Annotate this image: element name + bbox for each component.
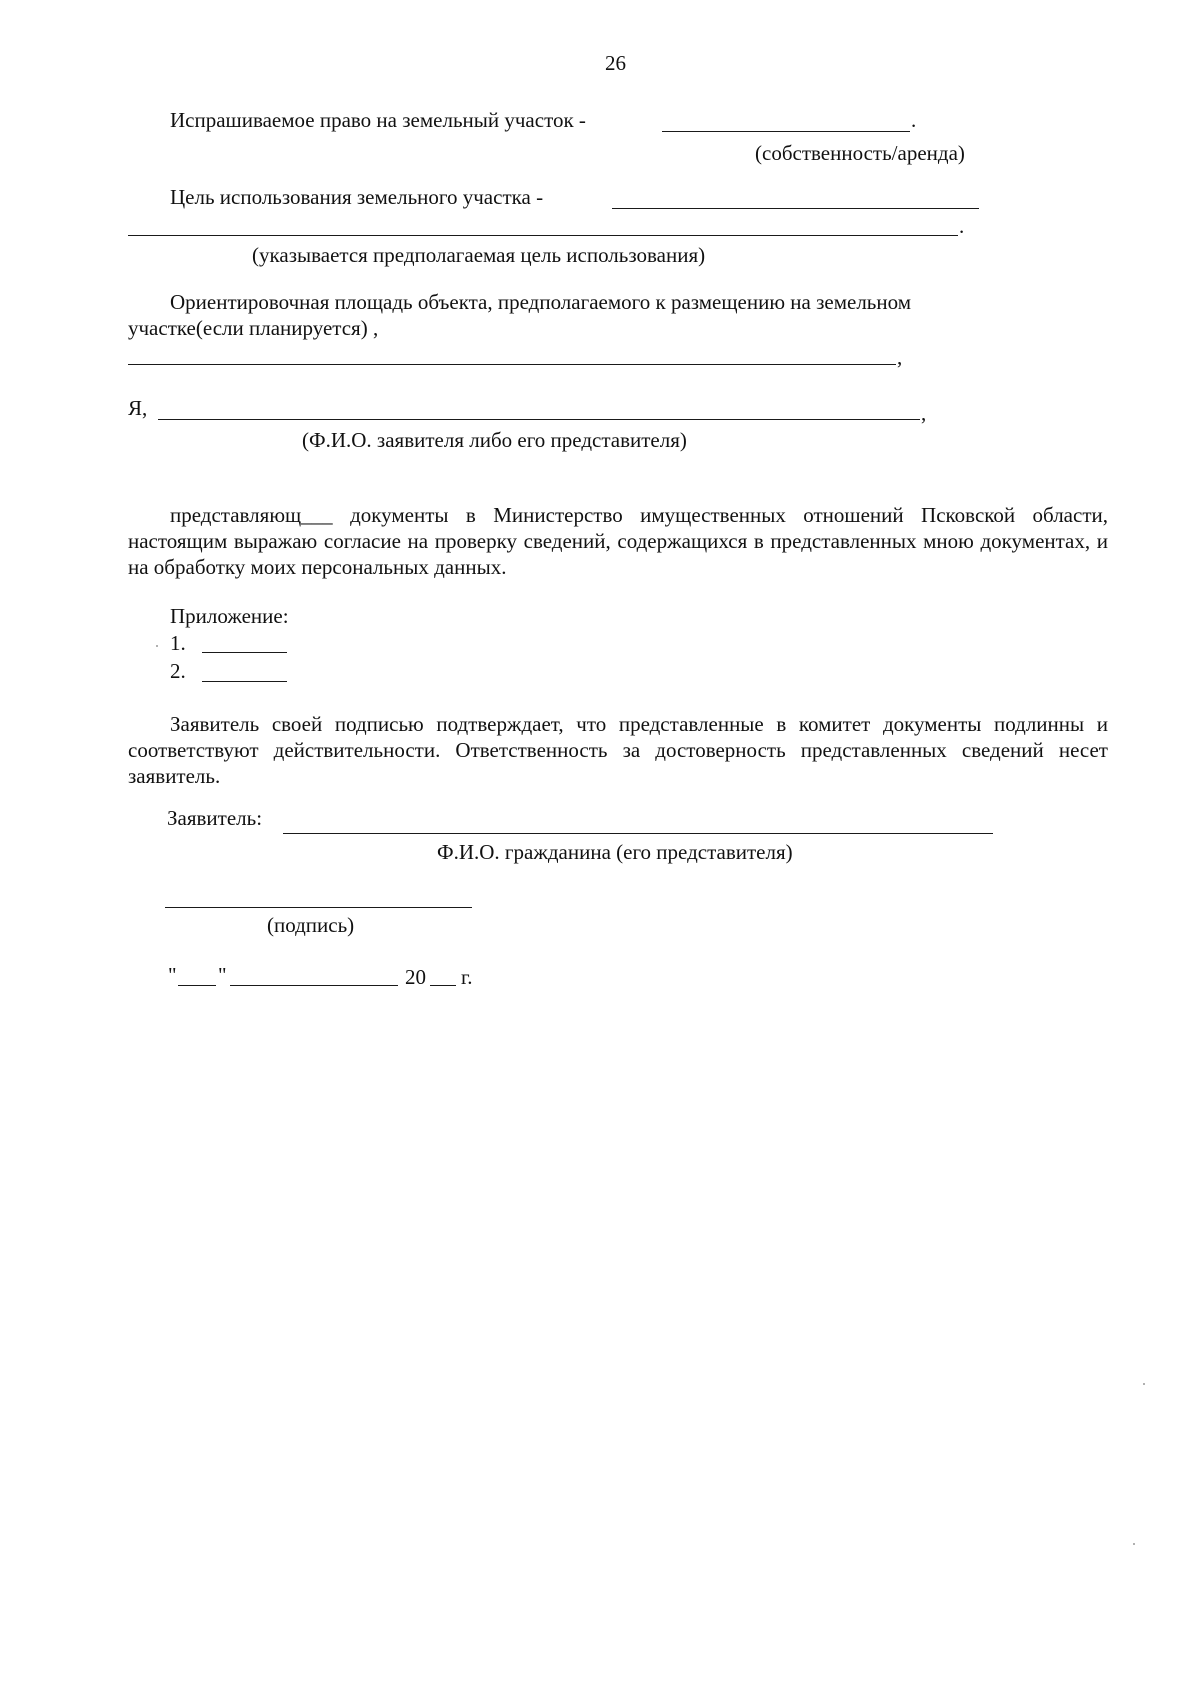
date-day-field[interactable] [178, 985, 216, 986]
area-end: , [897, 345, 903, 369]
purpose-label: Цель использования земельного участка - [170, 185, 544, 209]
attachment-item-2-label: 2. [170, 659, 186, 683]
area-field[interactable] [128, 364, 896, 365]
right-requested-label: Испрашиваемое право на земельный участок - [170, 108, 586, 132]
applicant-hint: Ф.И.О. гражданина (его представителя) [437, 840, 793, 864]
applicant-name-field[interactable] [158, 419, 920, 420]
date-year-field[interactable] [430, 985, 456, 986]
area-text-line1: Ориентировочная площадь объекта, предполагаемого к размещению на земельном [170, 290, 911, 314]
applicant-field[interactable] [283, 833, 993, 834]
confirmation-text: Заявитель своей подписью подтверждает, что представленные в комитет документы подлинны и соответствуют действительности. Ответственность за достоверность представленных сведений несет заявитель. [128, 712, 1108, 788]
scan-speck [1143, 1383, 1145, 1385]
attachment-item-1-field[interactable] [202, 652, 287, 653]
area-text-line2: участке(если планируется) , [128, 316, 379, 340]
applicant-label: Заявитель: [167, 806, 263, 830]
right-requested-hint: (собственность/аренда) [755, 141, 965, 165]
consent-text: представляющ___ документы в Министерство имущественных отношений Псковской области, настоящим выражаю согласие на проверку сведений, содержащихся в представленных мною документах, и на обработку моих персональных данных. [128, 503, 1108, 579]
date-quote-open: " [168, 963, 177, 987]
attachment-item-1-label: 1. [170, 631, 186, 655]
page-number: 26 [605, 51, 626, 75]
purpose-field-line1[interactable] [612, 208, 979, 209]
purpose-field-line2[interactable] [128, 235, 958, 236]
scan-speck [156, 645, 158, 647]
consent-paragraph [128, 502, 1108, 580]
applicant-name-end: , [921, 401, 927, 425]
attachments-title: Приложение: [170, 604, 289, 628]
date-month-field[interactable] [230, 985, 398, 986]
scan-speck [1133, 1543, 1135, 1545]
right-requested-field[interactable] [662, 131, 910, 132]
signature-field[interactable] [165, 907, 472, 908]
purpose-end: . [959, 214, 965, 238]
signature-hint: (подпись) [267, 913, 355, 937]
confirmation-paragraph [128, 711, 1108, 789]
applicant-name-hint: (Ф.И.О. заявителя либо его представителя) [302, 428, 687, 452]
date-year-suffix: г. [461, 965, 473, 989]
purpose-hint: (указывается предполагаемая цель использования) [252, 243, 706, 267]
date-quote-close: " [218, 963, 227, 987]
right-requested-end: . [911, 108, 917, 132]
date-year-prefix: 20 [405, 965, 426, 989]
attachment-item-2-field[interactable] [202, 681, 287, 682]
applicant-name-prefix: Я, [128, 396, 148, 420]
